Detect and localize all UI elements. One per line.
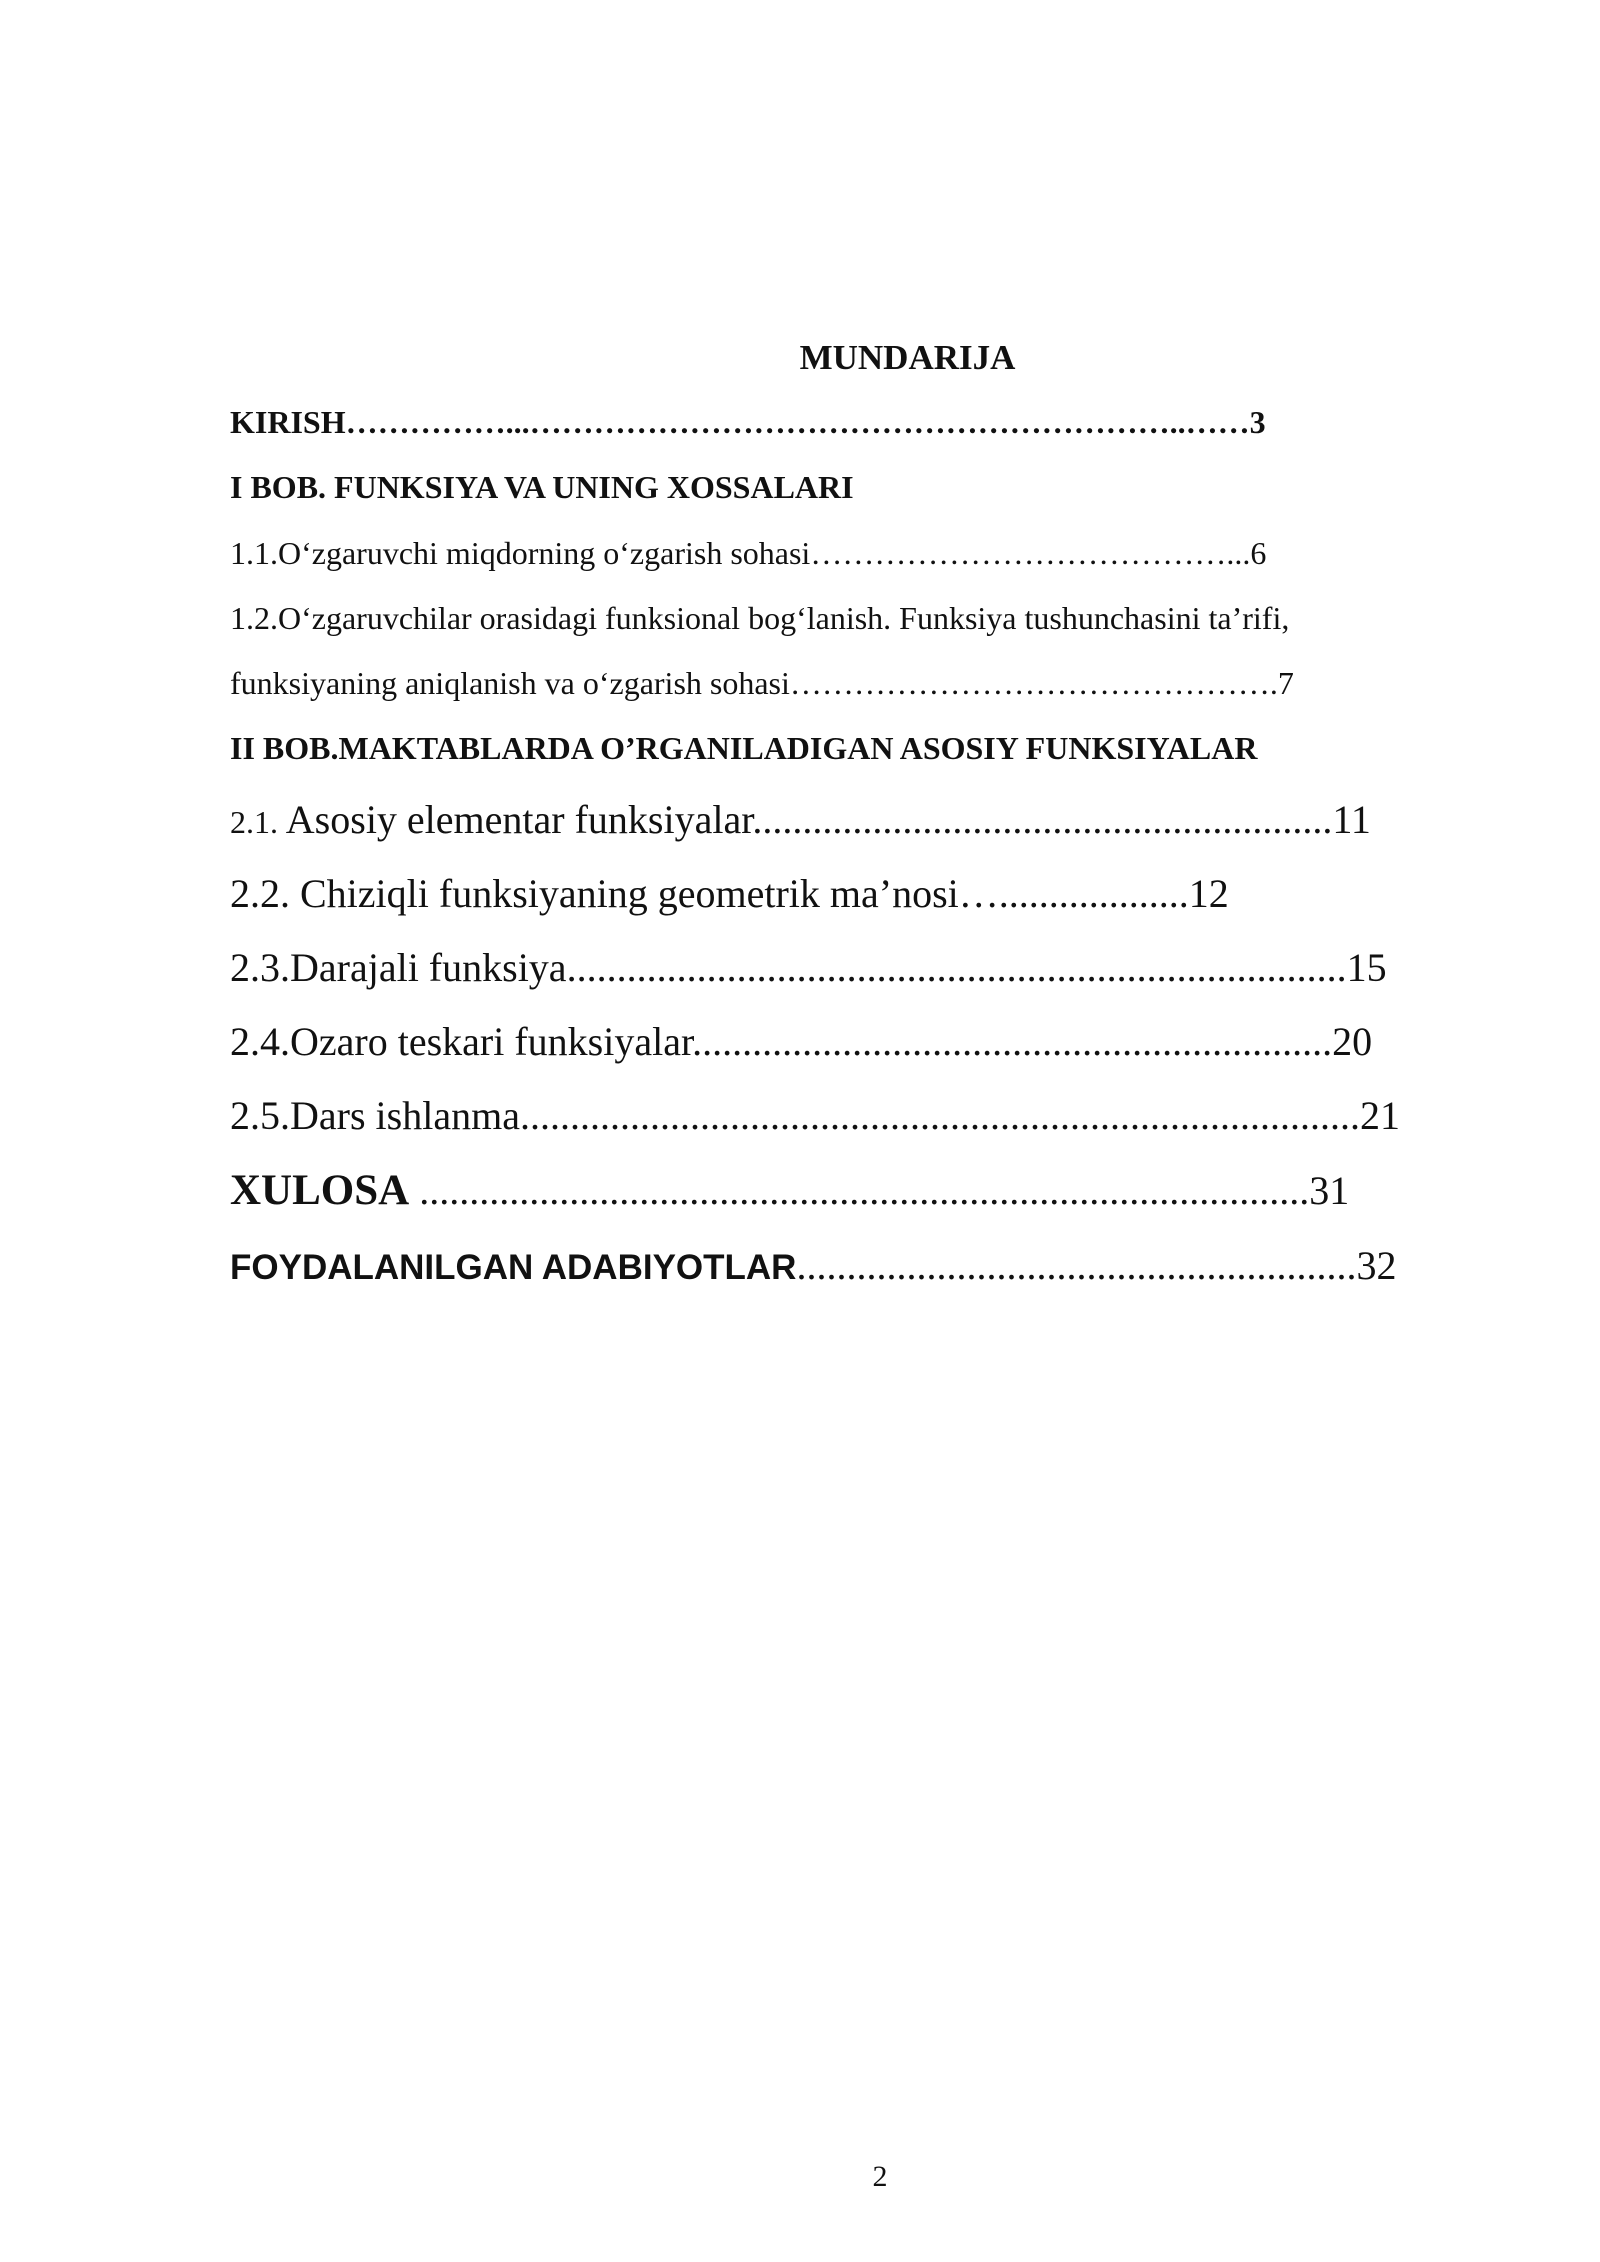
page-number: 2 xyxy=(872,2160,888,2193)
toc-entry-1-2-line1: 1.2.O‘zgaruvchilar orasidagi funksional bog‘lanish. Funksiya tushunchasini ta’rifi, xyxy=(230,600,1290,636)
page-title: MUNDARIJA xyxy=(799,338,1016,377)
toc-entry-adabiyotlar xyxy=(230,1242,1492,1289)
toc-entry-2-1 xyxy=(230,796,1492,843)
toc-entry-kirish: KIRISH……………...……………………………………………………..……3 xyxy=(230,404,1266,440)
toc-entry-2-5: 2.5.Dars ishlanma....................................................................................21 xyxy=(230,1093,1400,1138)
toc-chapter-2: II BOB.MAKTABLARDA O’RGANILADIGAN ASOSIY FUNKSIYALAR xyxy=(230,730,1258,766)
toc-entry-adabiyotlar-dots: ........................................................32 xyxy=(796,1243,1397,1288)
toc-entry-xulosa xyxy=(230,1166,1492,1215)
toc-entry-1-1: 1.1.O‘zgaruvchi miqdorning o‘zgarish sohasi…………………………………...6 xyxy=(230,535,1267,571)
toc-entry-xulosa-dots: .........................................................................................31 xyxy=(409,1168,1350,1213)
toc-chapter-1: I BOB. FUNKSIYA VA UNING XOSSALARI xyxy=(230,469,854,505)
toc-entry-xulosa-label: XULOSA xyxy=(230,1167,410,1214)
toc-entry-2-2: 2.2. Chiziqli funksiyaning geometrik ma’nosi…...................12 xyxy=(230,871,1229,916)
toc-entry-2-1-text: Asosiy elementar funksiyalar..........................................................11 xyxy=(278,797,1371,842)
toc-entry-2-3: 2.3.Darajali funksiya..............................................................................15 xyxy=(230,945,1387,990)
toc-entry-2-4: 2.4.Ozaro teskari funksiyalar................................................................20 xyxy=(230,1019,1373,1064)
toc-entry-1-2-line2: funksiyaning aniqlanish va o‘zgarish sohasi……………………………………….7 xyxy=(230,665,1294,701)
toc-entry-adabiyotlar-label: FOYDALANILGAN ADABIYOTLAR xyxy=(230,1248,797,1287)
toc-entry-2-1-prefix: 2.1. xyxy=(230,804,278,840)
